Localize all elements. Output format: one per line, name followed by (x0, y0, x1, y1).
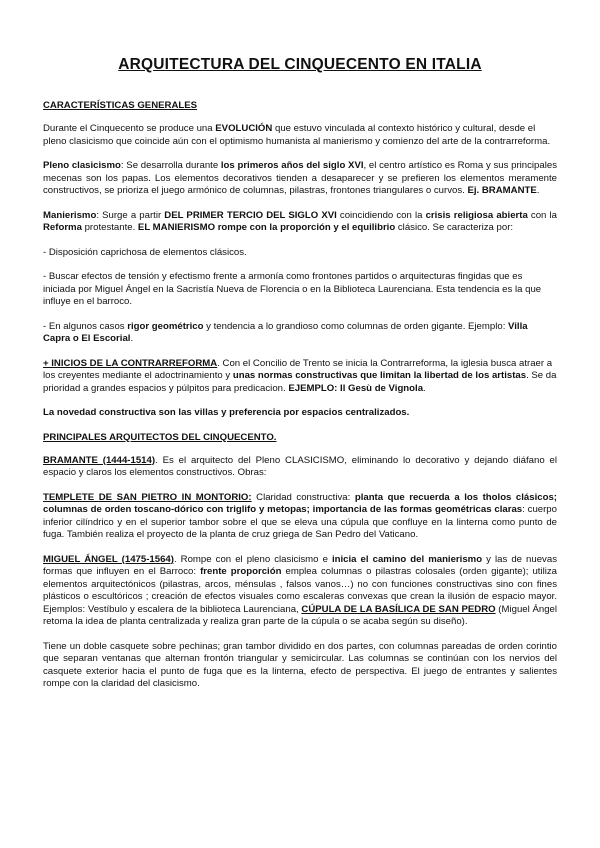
paragraph-miguel-angel: MIGUEL ÁNGEL (1475-1564). Rompe con el pleno clasicismo e inicia el camino del manierismo y las de nuevas formas que influyen en el Barroco: frente proporción emplea columnas o pilastras colosales (orden gigante); utiliza elementos arquitectónicos (pilastras, arcos, ménsulas , falsos vanos…) no con funciones constructivas sino con fines plásticos o escultóricos ; creación de efectos visuales como escaleras convexas que crean la ilusión de espacio mayor. Ejemplos: Vestíbulo y escalera de la biblioteca Laurenciana, CÚPULA DE LA BASÍLICA DE SAN PEDRO (Miguel Ángel retoma la idea de planta centralizada y realiza gran parte de la cúpula o se acaba según su diseño). (43, 553, 558, 627)
list-item-disposicion: - Disposición caprichosa de elementos clásicos. (43, 246, 247, 258)
paragraph-contrarreforma: + INICIOS DE LA CONTRARREFORMA. Con el Concilio de Trento se inicia la Contrarreforma, la iglesia busca atraer a los creyentes mediante el adoctrinamiento y unas normas constructivas que limitan la libertad de los artistas. Se da prioridad a grandes espacios y púlpitos para predicacion. EJEMPLO: Il Gesù de Vignola. (43, 357, 557, 394)
paragraph-cupula: Tiene un doble casquete sobre pechinas; gran tambor dividido en dos partes, con columnas pareadas de orden corintio que separan ventanas que alternan frontón triangular y semicircular. Las columnas se continúan con los nervios del casquete exterior hacia el punto de fuga que es la linterna, efecto de perspectiva. El juego de entrantes y salientes rompe con la claridad del clasicismo. (43, 640, 557, 689)
document-title: ARQUITECTURA DEL CINQUECENTO EN ITALIA (118, 56, 482, 73)
list-item-efectos: - Buscar efectos de tensión y efectismo frente a armonía como frontones partidos o arquitecturas fingidas que es iniciada por Miguel Ángel en la Sacristía Nueva de Florencia o en la Biblioteca Laurenciana. Esta tendencia es la que influye en el barroco. (43, 271, 542, 307)
paragraph-novedad: La novedad constructiva son las villas y preferencia por espacios centralizados. (43, 407, 410, 418)
paragraph-templete: TEMPLETE DE SAN PIETRO IN MONTORIO: Claridad constructiva: planta que recuerda a los tholos clásicos; columnas de orden toscano-dórico con triglifo y metopas; importancia de las formas geométricas claras: cuerpo inferior cilíndrico y en el superior tambor sobre el que se eleva una cúpula que confluye en la linterna como punto de fuga. También realiza el proyecto de la planta de cruz griega de San Pedro del Vaticano. (43, 491, 557, 540)
section-heading-arquitectos: PRINCIPALES ARQUITECTOS DEL CINQUECENTO. (43, 431, 277, 443)
section-heading-caracteristicas: CARACTERÍSTICAS GENERALES (43, 100, 198, 111)
paragraph-manierismo: Manierismo: Surge a partir DEL PRIMER TERCIO DEL SIGLO XVI coincidiendo con la crisis religiosa abierta con la Reforma protestante. EL MANIERISMO rompe con la proporción y el equilibrio clásico. Se caracteriza por: (43, 209, 557, 233)
list-item-rigor: - En algunos casos rigor geométrico y tendencia a lo grandioso como columnas de orden gigante. Ejemplo: Villa Capra o El Escorial. (43, 320, 528, 344)
paragraph-intro: Durante el Cinquecento se produce una EVOLUCIÓN que estuvo vinculada al contexto histórico y cultural, desde el pleno clasicismo que coincide aún con el optimismo humanista al manierismo y comienzo del arte de la contrarreforma. (43, 123, 551, 147)
paragraph-bramante: BRAMANTE (1444-1514). Es el arquitecto del Pleno CLASICISMO, eliminando lo decorativo y dejando diáfano el espacio y claros los elementos constructivos. Obras: (43, 454, 557, 478)
paragraph-pleno-clasicismo: Pleno clasicismo: Se desarrolla durante los primeros años del siglo XVI, el centro artístico es Roma y sus principales mecenas son los papas. Los elementos decorativos tienden a desaparecer y se prefieren los elementos meramente constructivos, se prioriza el juego armónico de columnas, pilastras, frontones triangulares o curvos. Ej. BRAMANTE. (43, 160, 557, 196)
